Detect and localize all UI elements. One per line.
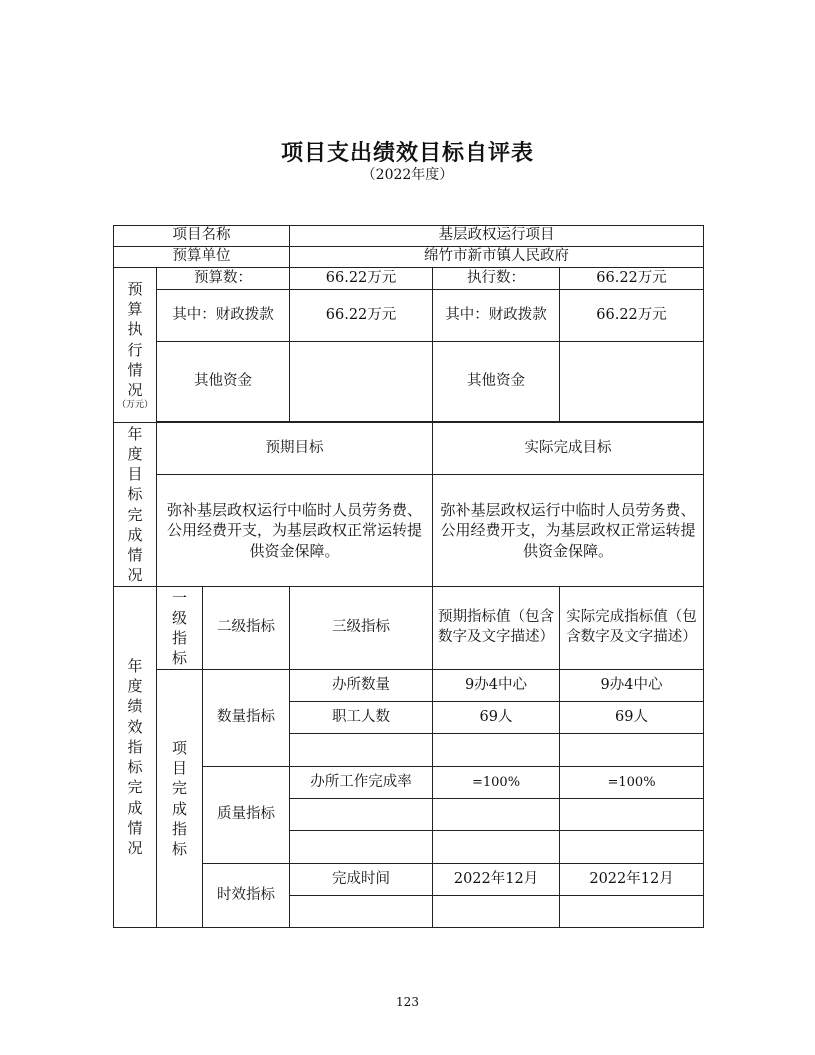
indicator-section-label: 年度绩效指标完成情况 xyxy=(114,587,157,928)
other-budget-label: 其他资金 xyxy=(157,342,290,422)
indicator-expected: 2022年12月 xyxy=(433,864,560,896)
table-row xyxy=(114,342,704,422)
level2-header: 二级指标 xyxy=(203,587,290,670)
expected-goal-text: 弥补基层政权运行中临时人员劳务费、公用经费开支，为基层政权正常运转提供资金保障。 xyxy=(157,475,433,587)
indicator-actual xyxy=(560,831,704,864)
other-exec-label: 其他资金 xyxy=(433,342,560,422)
quality-indicator-label: 质量指标 xyxy=(203,767,290,864)
indicator-name xyxy=(290,734,433,767)
actual-value-header: 实际完成指标值（包含数字及文字描述） xyxy=(560,587,704,670)
actual-goal-text: 弥补基层政权运行中临时人员劳务费、公用经费开支，为基层政权正常运转提供资金保障。 xyxy=(433,475,704,587)
table-row xyxy=(114,268,704,290)
indicator-actual: 2022年12月 xyxy=(560,864,704,896)
indicator-name xyxy=(290,896,433,928)
table-row xyxy=(114,226,704,247)
indicator-actual: 9办4中心 xyxy=(560,670,704,702)
fiscal-budget-value: 66.22万元 xyxy=(290,290,433,342)
fiscal-exec-value: 66.22万元 xyxy=(560,290,704,342)
self-evaluation-table xyxy=(113,225,704,928)
fiscal-exec-label: 其中：财政拨款 xyxy=(433,290,560,342)
table-row xyxy=(114,475,704,587)
indicator-name: 完成时间 xyxy=(290,864,433,896)
fiscal-budget-label: 其中：财政拨款 xyxy=(157,290,290,342)
budget-amount-label: 预算数： xyxy=(157,268,290,290)
annual-goal-section-label: 年度目标完成情况 xyxy=(114,423,157,587)
exec-amount-value: 66.22万元 xyxy=(560,268,704,290)
indicator-expected xyxy=(433,831,560,864)
exec-amount-label: 执行数： xyxy=(433,268,560,290)
table-row xyxy=(114,247,704,268)
indicator-name: 办所数量 xyxy=(290,670,433,702)
document-year: （2022年度） xyxy=(361,167,454,183)
expected-goal-header: 预期目标 xyxy=(157,423,433,475)
table-row xyxy=(114,767,704,799)
level1-project-completion: 项目完成指标 xyxy=(157,670,203,928)
table-row xyxy=(114,670,704,702)
document-title: 项目支出绩效目标自评表 xyxy=(280,141,534,166)
table-row xyxy=(114,290,704,342)
table-row xyxy=(114,423,704,475)
indicator-actual: 69人 xyxy=(560,702,704,734)
budget-unit-label: 预算单位 xyxy=(114,247,290,268)
indicator-name xyxy=(290,831,433,864)
other-exec-value xyxy=(560,342,704,422)
indicator-expected: 69人 xyxy=(433,702,560,734)
indicator-actual: =100% xyxy=(560,767,704,799)
project-name-value: 基层政权运行项目 xyxy=(290,226,704,247)
budget-unit-value: 绵竹市新市镇人民政府 xyxy=(290,247,704,268)
indicator-expected: 9办4中心 xyxy=(433,670,560,702)
indicator-name: 职工人数 xyxy=(290,702,433,734)
indicator-actual xyxy=(560,799,704,831)
budget-section-label: 预算执行情况 （万元） xyxy=(114,268,157,423)
budget-unit-note: （万元） xyxy=(117,400,154,411)
page-number: 123 xyxy=(396,995,419,1009)
level3-header: 三级指标 xyxy=(290,587,433,670)
indicator-expected: =100% xyxy=(433,767,560,799)
project-name-label: 项目名称 xyxy=(114,226,290,247)
indicator-name xyxy=(290,799,433,831)
other-budget-value xyxy=(290,342,433,422)
quantity-indicator-label: 数量指标 xyxy=(203,670,290,767)
table-row xyxy=(114,587,704,670)
level1-header: 一级指标 xyxy=(157,587,203,670)
expected-value-header: 预期指标值（包含数字及文字描述） xyxy=(433,587,560,670)
actual-goal-header: 实际完成目标 xyxy=(433,423,704,475)
indicator-expected xyxy=(433,799,560,831)
budget-amount-value: 66.22万元 xyxy=(290,268,433,290)
timeliness-indicator-label: 时效指标 xyxy=(203,864,290,928)
indicator-expected xyxy=(433,734,560,767)
indicator-expected xyxy=(433,896,560,928)
indicator-actual xyxy=(560,734,704,767)
table-row xyxy=(114,864,704,896)
indicator-actual xyxy=(560,896,704,928)
indicator-name: 办所工作完成率 xyxy=(290,767,433,799)
